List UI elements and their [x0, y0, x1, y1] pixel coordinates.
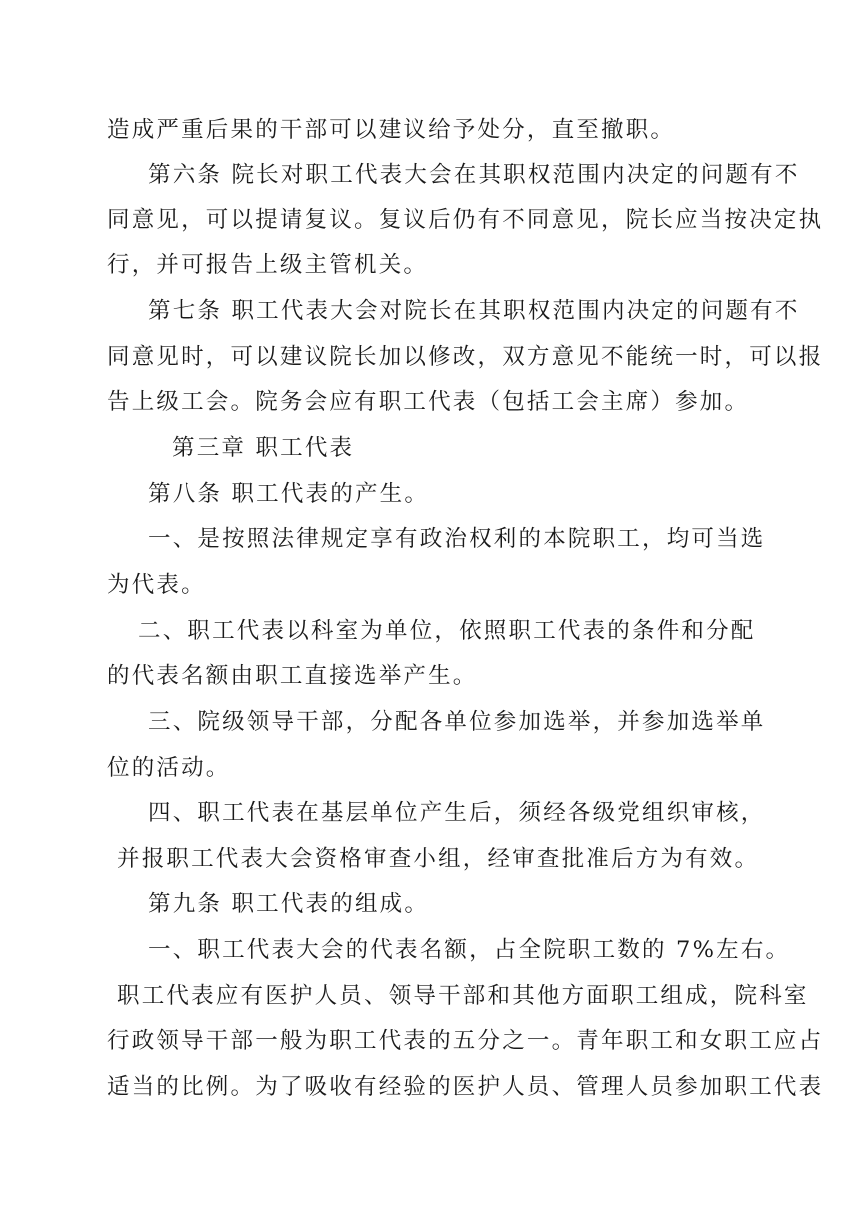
text-line: 的代表名额由职工直接选举产生。: [107, 663, 478, 689]
text-line: 行政领导干部一般为职工代表的五分之一。青年职工和女职工应占: [107, 1028, 824, 1054]
text-line: 位的活动。: [107, 755, 231, 781]
text-line: 并报职工代表大会资格审查小组，经审查批准后方为有效。: [117, 846, 760, 872]
text-line: 同意见时，可以建议院长加以修改，双方意见不能统一时，可以报: [107, 344, 824, 370]
article-6-heading: 第六条 院长对职工代表大会在其职权范围内决定的问题有不: [148, 162, 800, 188]
chapter-3-heading: 第三章 职工代表: [172, 435, 355, 461]
text-line: 一、是按照法律规定享有政治权利的本院职工，均可当选: [148, 526, 766, 552]
text-line: 职工代表应有医护人员、领导干部和其他方面职工组成，院科室: [117, 983, 809, 1009]
text-line: 适当的比例。为了吸收有经验的医护人员、管理人员参加职工代表: [107, 1074, 824, 1100]
text-line: 行，并可报告上级主管机关。: [107, 252, 429, 278]
text-line: 二、职工代表以科室为单位，依照职工代表的条件和分配: [138, 618, 756, 644]
text-line: 造成严重后果的干部可以建议给予处分，直至撤职。: [107, 117, 676, 143]
article-7-heading: 第七条 职工代表大会对院长在其职权范围内决定的问题有不: [148, 298, 800, 324]
text-line: 一、职工代表大会的代表名额，占全院职工数的 7%左右。: [148, 937, 791, 963]
text-line: 三、院级领导干部，分配各单位参加选举，并参加选举单: [148, 709, 766, 735]
article-8-heading: 第八条 职工代表的产生。: [148, 481, 430, 507]
text-line: 为代表。: [107, 572, 206, 598]
text-line: 同意见，可以提请复议。复议后仍有不同意见，院长应当按决定执: [107, 207, 824, 233]
text-line: 告上级工会。院务会应有职工代表（包括工会主席）参加。: [107, 389, 750, 415]
text-line: 四、职工代表在基层单位产生后，须经各级党组织审核，: [148, 800, 766, 826]
article-9-heading: 第九条 职工代表的组成。: [148, 891, 430, 917]
